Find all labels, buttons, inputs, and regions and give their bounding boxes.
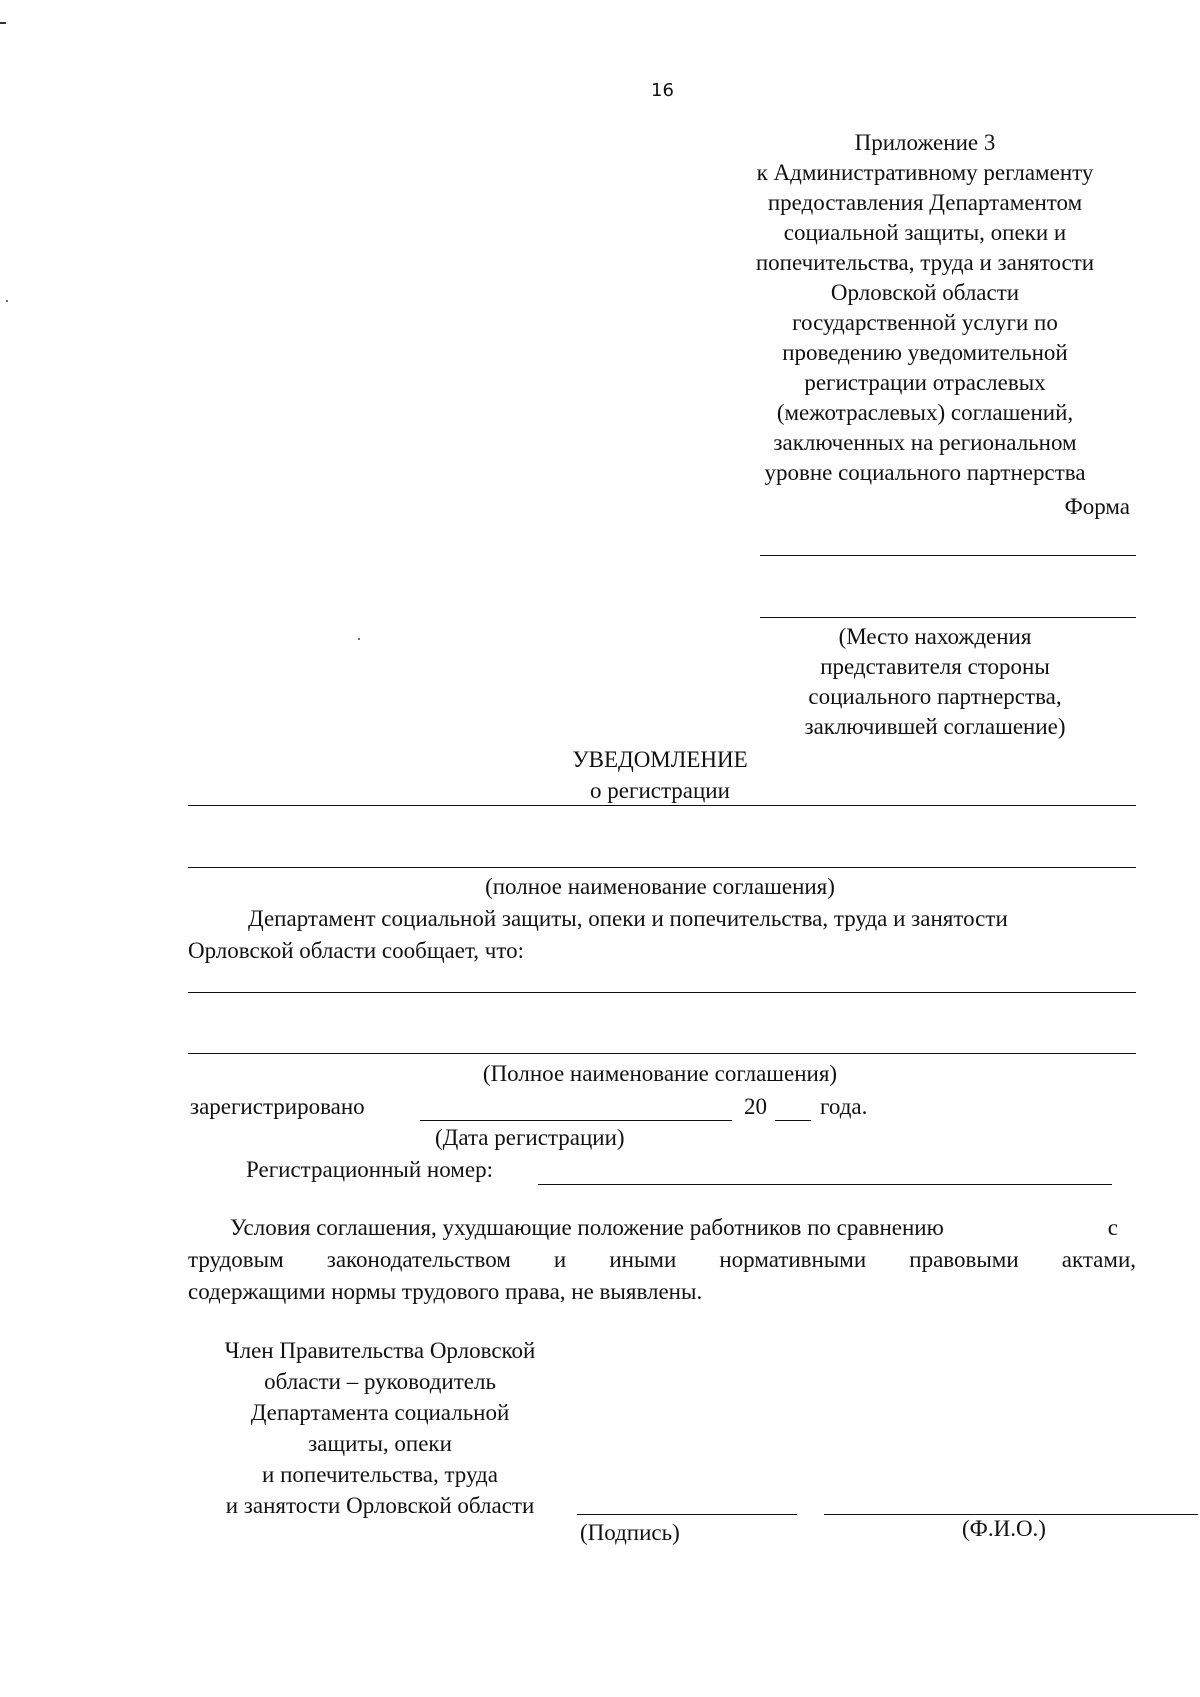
appendix-line: (межотраслевых) соглашений, — [776, 400, 1074, 425]
signatory-line: Департамента социальной — [250, 1400, 510, 1425]
name-line — [824, 1514, 1198, 1515]
conditions-line-1-end: с — [1107, 1215, 1118, 1240]
agreement-name-line-4 — [188, 1053, 1136, 1054]
conditions-line-1: Условия соглашения, ухудшающие положение работников по сравнению — [230, 1215, 944, 1240]
department-line-2: Орловской области сообщает, что: — [188, 938, 524, 963]
department-paragraph — [188, 903, 1136, 967]
appendix-line: проведению уведомительной — [782, 340, 1068, 365]
location-caption — [775, 622, 1095, 742]
signature-line — [577, 1514, 797, 1515]
appendix-line: государственной услуги по — [792, 310, 1058, 335]
date-caption: (Дата регистрации) — [435, 1125, 625, 1150]
signatory-title — [190, 1335, 570, 1521]
location-caption-line: заключившей соглашение) — [804, 714, 1066, 739]
appendix-line: социальной защиты, опеки и — [783, 220, 1067, 245]
year-suffix: года. — [820, 1094, 868, 1119]
scan-speck — [6, 300, 8, 302]
conditions-line-3: содержащими нормы трудового права, не выявлены. — [188, 1279, 703, 1304]
location-caption-line: социального партнерства, — [808, 684, 1062, 709]
conditions-line-1-row — [188, 1212, 1136, 1244]
appendix-line: к Административному регламенту — [756, 160, 1094, 185]
appendix-line: попечительства, труда и занятости — [755, 250, 1095, 275]
form-label: Форма — [1064, 494, 1130, 519]
registration-date-field — [420, 1120, 732, 1121]
signatory-line: Член Правительства Орловской — [224, 1338, 536, 1363]
appendix-header — [720, 128, 1130, 488]
year-prefix: 20 — [744, 1094, 767, 1119]
registered-label: зарегистрировано — [190, 1094, 365, 1119]
agreement-caption-2: (Полное наименование соглашения) — [482, 1061, 838, 1086]
appendix-line: предоставления Департаментом — [767, 190, 1083, 215]
appendix-line: Приложение 3 — [854, 130, 996, 155]
year-field — [775, 1120, 811, 1121]
agreement-name-line-2 — [188, 867, 1136, 868]
signatory-line: и попечительства, труда — [262, 1462, 498, 1487]
registration-number-label: Регистрационный номер: — [246, 1157, 493, 1182]
appendix-line: уровне социального партнерства — [764, 460, 1086, 485]
signatory-line: и занятости Орловской области — [225, 1493, 535, 1518]
department-line-1: Департамент социальной защиты, опеки и попечительства, труда и занятости — [248, 906, 1008, 931]
signatory-line: области – руководитель — [264, 1369, 496, 1394]
appendix-line: заключенных на региональном — [773, 430, 1077, 455]
scan-speck — [358, 638, 360, 640]
name-caption: (Ф.И.О.) — [962, 1516, 1046, 1541]
location-caption-line: (Место нахождения — [838, 624, 1032, 649]
page-number: 16 — [651, 80, 674, 101]
scan-edge-mark — [0, 22, 6, 24]
signature-caption: (Подпись) — [580, 1520, 680, 1545]
notice-title: УВЕДОМЛЕНИЕ — [572, 747, 748, 772]
conditions-line-2: трудовым законодательством и иными нормативными правовыми актами, — [188, 1247, 1136, 1272]
agreement-name-line-3 — [188, 992, 1136, 993]
location-line-1 — [760, 555, 1136, 556]
agreement-name-line-1 — [188, 805, 1136, 806]
registration-number-field — [538, 1184, 1112, 1185]
notice-subtitle: о регистрации — [590, 778, 730, 803]
appendix-line: регистрации отраслевых — [804, 370, 1046, 395]
location-line-2 — [760, 617, 1136, 618]
location-caption-line: представителя стороны — [820, 654, 1050, 679]
conditions-paragraph — [188, 1212, 1136, 1308]
signatory-line: защиты, опеки — [308, 1431, 452, 1456]
appendix-line: Орловской области — [830, 280, 1020, 305]
agreement-caption-1: (полное наименование соглашения) — [485, 874, 835, 899]
